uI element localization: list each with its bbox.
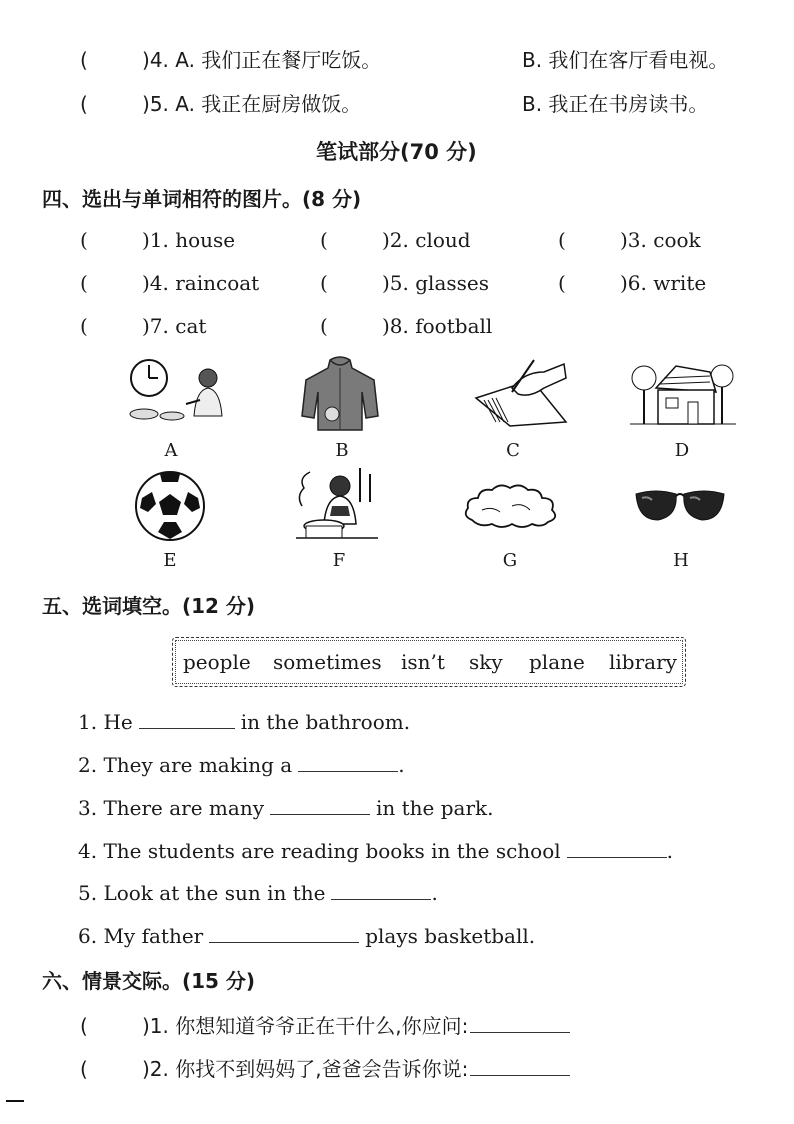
house-icon [630, 358, 736, 430]
answer-blank[interactable] [470, 1057, 570, 1076]
answer-blank[interactable] [139, 710, 235, 729]
open-paren: ( [80, 1014, 88, 1038]
raincoat-icon [300, 356, 380, 432]
open-paren: ( [320, 271, 328, 295]
cloud-icon [462, 480, 560, 530]
word-bank [172, 637, 686, 687]
section5-title: 五、选词填空。(12 分) [42, 594, 256, 618]
match-label: )8. football [382, 314, 493, 338]
section6-title: 六、情景交际。(15 分) [42, 969, 256, 993]
open-paren: ( [558, 271, 566, 295]
clock-eating-icon [124, 356, 224, 426]
word-bank-item: people [183, 650, 251, 674]
answer-blank[interactable] [331, 881, 431, 900]
match-label: )2. cloud [382, 228, 471, 252]
open-paren: ( [80, 314, 88, 338]
picture-letter-d: D [674, 440, 690, 461]
football-icon [134, 470, 206, 542]
fill-sentence-5 [78, 881, 438, 905]
sentence-before: 4. The students are reading books in the school [78, 839, 561, 863]
match-item-1 [80, 228, 235, 252]
sentence-before: 1. He [78, 710, 133, 734]
match-label: )5. glasses [382, 271, 489, 295]
question-number: 5. [149, 92, 169, 116]
open-paren: ( [80, 92, 88, 116]
sentence-after: . [666, 839, 674, 863]
open-paren: ( [320, 228, 328, 252]
match-item-7 [80, 314, 206, 338]
picture-letter-h: H [673, 550, 689, 571]
word-bank-item: plane [529, 650, 585, 674]
sentence-after: in the park. [376, 796, 494, 820]
writing-hand-icon [474, 358, 568, 428]
option-a: A. 我们正在餐厅吃饭。 [175, 48, 382, 72]
match-label: )7. cat [142, 314, 207, 338]
match-label: )4. raincoat [142, 271, 260, 295]
page-margin-mark [6, 1100, 24, 1102]
answer-blank[interactable] [209, 924, 359, 943]
dialogue-prompt: )1. 你想知道爷爷正在干什么,你应问: [142, 1014, 469, 1038]
option-b: B. 我正在书房读书。 [522, 92, 709, 116]
sentence-before: 5. Look at the sun in the [78, 881, 326, 905]
picture-letter-c: C [506, 440, 520, 461]
close-paren: ) [142, 92, 150, 116]
close-paren: ) [142, 48, 150, 72]
match-label: )3. cook [620, 228, 701, 252]
answer-blank[interactable] [470, 1014, 570, 1033]
option-a: A. 我正在厨房做饭。 [175, 92, 362, 116]
answer-blank[interactable] [298, 753, 398, 772]
fill-sentence-1 [78, 710, 410, 734]
option-b: B. 我们在客厅看电视。 [522, 48, 729, 72]
match-item-4 [80, 271, 259, 295]
sentence-after: in the bathroom. [240, 710, 411, 734]
match-item-2 [320, 228, 471, 252]
cooking-icon [294, 466, 380, 542]
fill-sentence-6 [78, 924, 535, 948]
picture-letter-f: F [332, 550, 346, 571]
open-paren: ( [320, 314, 328, 338]
match-item-6 [558, 271, 706, 295]
dialogue-item-2 [80, 1053, 576, 1082]
answer-blank[interactable] [567, 839, 667, 858]
sunglasses-icon [634, 486, 726, 526]
word-bank-item: isn’t [401, 650, 445, 674]
picture-letter-g: G [502, 550, 518, 571]
sentence-before: 2. They are making a [78, 753, 293, 777]
question-number: 4. [149, 48, 169, 72]
answer-blank[interactable] [270, 796, 370, 815]
open-paren: ( [80, 228, 88, 252]
open-paren: ( [80, 271, 88, 295]
match-item-5 [320, 271, 489, 295]
match-item-3 [558, 228, 701, 252]
section4-title: 四、选出与单词相符的图片。(8 分) [42, 187, 362, 211]
fill-sentence-3 [78, 796, 494, 820]
sentence-before: 6. My father [78, 924, 204, 948]
fill-sentence-4 [78, 839, 673, 863]
picture-letter-a: A [164, 440, 178, 461]
word-bank-item: library [609, 650, 677, 674]
sentence-before: 3. There are many [78, 796, 264, 820]
dialogue-item-1 [80, 1010, 576, 1039]
match-label: )6. write [620, 271, 707, 295]
question-row-5 [80, 88, 361, 117]
open-paren: ( [80, 1057, 88, 1081]
sentence-after: . [431, 881, 438, 905]
match-label: )1. house [142, 228, 236, 252]
picture-letter-e: E [163, 550, 177, 571]
open-paren: ( [80, 48, 88, 72]
question-row-4 [80, 44, 381, 73]
word-bank-item: sky [469, 650, 503, 674]
match-item-8 [320, 314, 492, 338]
word-bank-item: sometimes [273, 650, 382, 674]
fill-sentence-2 [78, 753, 405, 777]
sentence-after: . [398, 753, 405, 777]
picture-letter-b: B [335, 440, 349, 461]
open-paren: ( [558, 228, 566, 252]
written-part-title: 笔试部分(70 分) [316, 140, 477, 164]
sentence-after: plays basketball. [365, 924, 536, 948]
dialogue-prompt: )2. 你找不到妈妈了,爸爸会告诉你说: [142, 1057, 469, 1081]
